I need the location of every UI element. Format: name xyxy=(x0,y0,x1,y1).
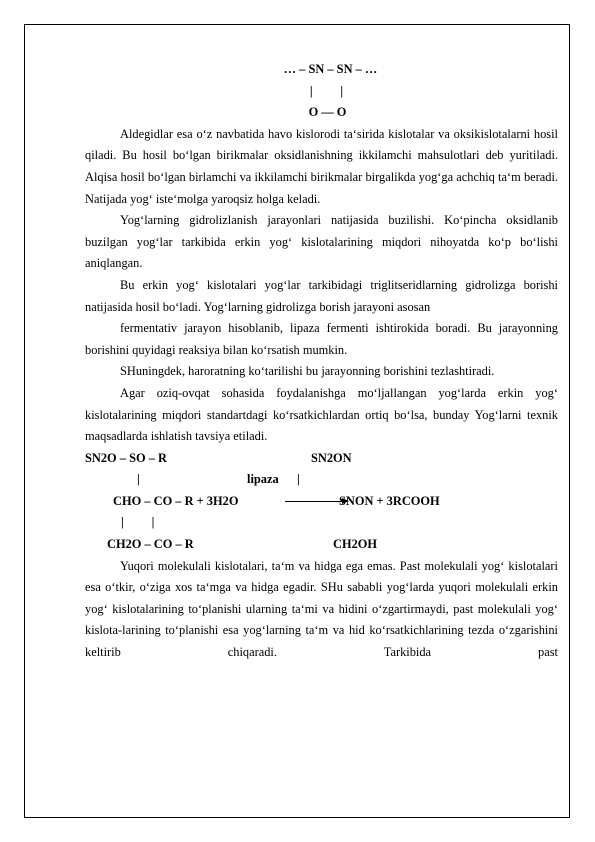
reaction-row-5 xyxy=(85,534,558,556)
paragraph-food-use: Agar oziq-ovqat sohasida foydalanishga mo‘ljallangan yog‘larda erkin yog‘ kislotalarining miqdori standartdagi ko‘rsatkichlardan ortiq bo‘lsa, bunday Yog‘larni texnik maqsadlarda ishlatish tavsiya etiladi. xyxy=(85,385,558,444)
paragraph-temperature: SHuningdek, haroratning ko‘tarilishi bu jarayonning borishini tezlashtiradi. xyxy=(120,364,495,379)
reaction-r5-left: CH2O – CO – R xyxy=(107,537,194,552)
paragraph-aldehydes: Aldegidlar esa o‘z navbatida havo kislorodi ta‘sirida kislotalar va oksikislotalarni hosil qiladi. Bu hosil bo‘lgan birikmalar oksidlanishning ikkilamchi mahsulotlari deb yuritiladi. Alqisa hosil bo‘lgan birlamchi va ikkilamchi birikmalar birgalikda yog‘ga achchiq ta‘m beradi. Natijada yog‘ iste‘molga yaroqsiz holga keladi. xyxy=(85,126,558,206)
reaction-row-4 xyxy=(85,512,558,534)
formula-chain: … – SN – SN – … xyxy=(283,62,378,76)
reaction-r3-left: CHO – CO – R + 3H2O xyxy=(113,493,239,508)
reaction-r5-right: CH2OH xyxy=(333,537,378,552)
reaction-r1-left: SN2O – SO – R xyxy=(85,450,167,465)
paragraph-hydrolysis: Yog‘larning gidrolizlanish jarayonlari natijasida buzilishi. Ko‘pincha oksidlanib buzilgan yog‘lar tarkibida erkin yog‘ kislotalarining miqdori nihoyatda ko‘p bo‘lishi aniqlangan. xyxy=(85,213,558,271)
reaction-row-3 xyxy=(85,491,558,513)
reaction-r2-bar2: | xyxy=(297,472,300,487)
formula-peroxide: O –– O xyxy=(308,105,347,120)
reaction-r3-right: SNON + 3RCOOH xyxy=(339,493,440,508)
reaction-r1-right: SN2ON xyxy=(311,450,352,465)
reaction-row-1 xyxy=(85,448,558,470)
paragraph-fermentative: fermentativ jarayon hisoblanib, lipaza fermenti ishtirokida boradi. Bu jarayonning borishini quyidagi reaksiya bilan ko‘rsatish mumkin. xyxy=(85,321,558,357)
paragraph-free-acids: Bu erkin yog‘ kislotalari yog‘lar tarkibidagi triglitseridlarning gidrolizga borishi natijasida hosil bo‘ladi. Yog‘larning gidrolizga borish jarayoni asosan xyxy=(85,277,558,314)
reaction-row-2 xyxy=(85,469,558,491)
reaction-r4-bars: | | xyxy=(121,515,155,530)
page-border xyxy=(24,24,570,818)
formula-bonds: | | xyxy=(309,83,344,98)
reaction-enzyme: lipaza xyxy=(247,472,279,487)
reaction-r2-bar1: | xyxy=(137,472,140,487)
document-body xyxy=(85,59,558,664)
paragraph-molecular-weight: Yuqori molekulali kislotalari, ta‘m va hidga ega emas. Past molekulali yog‘ kislotalari esa o‘tkir, o‘ziga xos ta‘mga va hidga egadir. SHu sababli yog‘larda yuqori molekulali erkin yog‘ kislotalarining to‘planishi ularning ta‘mi va hidini o‘zgartirmaydi, past molekulali yog‘ kislota-larining to‘planishi esa yog‘larning ta‘m va hid ko‘rsatkichlarining tezda o‘zgarishini keltirib chiqaradi. Tarkibida past xyxy=(85,558,558,660)
reaction-arrow xyxy=(285,501,347,502)
